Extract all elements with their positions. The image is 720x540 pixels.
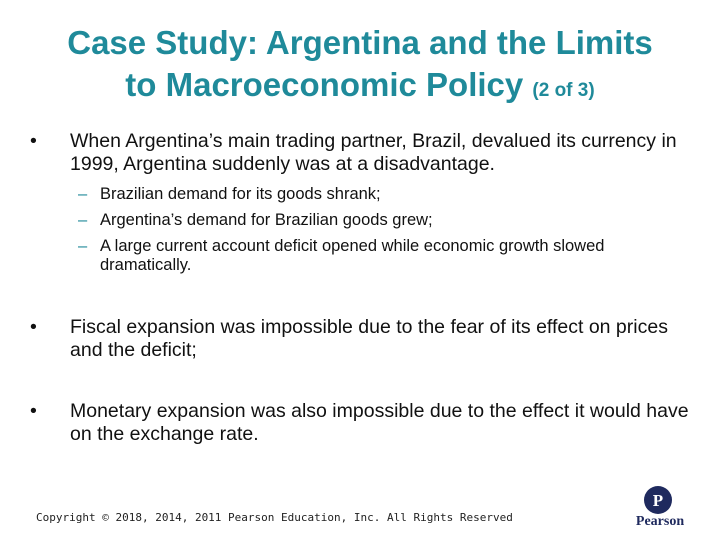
pearson-logo-text: Pearson — [635, 514, 685, 529]
bullet-marker: • — [30, 130, 37, 152]
sub-bullet-marker: – — [78, 237, 88, 255]
copyright-footer: Copyright © 2018, 2014, 2011 Pearson Education, Inc. All Rights Reserved — [36, 511, 513, 524]
title-part-indicator: (2 of 3) — [532, 80, 595, 101]
title-main: to Macroeconomic Policy — [125, 66, 524, 103]
sub-bullet-text: Argentina’s demand for Brazilian goods grew; — [100, 211, 433, 229]
bullet-marker: • — [30, 316, 37, 338]
bullet-argentina-brazil — [30, 130, 690, 176]
pearson-logo-icon — [644, 486, 672, 514]
bullet-text: Monetary expansion was also impossible due to the effect it would have on the exchange rate. — [70, 400, 689, 445]
sub-bullet-demand-shrank — [78, 185, 698, 204]
bullet-fiscal-expansion — [30, 316, 690, 362]
sub-bullet-marker: – — [78, 211, 88, 229]
pearson-logo-letter: P — [652, 491, 664, 510]
bullet-marker: • — [30, 400, 37, 422]
sub-bullet-deficit — [78, 237, 698, 275]
sub-bullet-text: Brazilian demand for its goods shrank; — [100, 185, 381, 203]
bullet-monetary-expansion — [30, 400, 690, 446]
bullet-text: When Argentina’s main trading partner, Brazil, devalued its currency in 1999, Argentina suddenly was at a disadvantage. — [70, 130, 677, 175]
sub-bullet-marker: – — [78, 185, 88, 203]
title-line-2 — [20, 64, 700, 112]
sub-bullet-text: A large current account deficit opened while economic growth slowed dramatically. — [100, 237, 605, 274]
bullet-text: Fiscal expansion was impossible due to the fear of its effect on prices and the deficit; — [70, 316, 668, 361]
slide-title — [20, 22, 700, 112]
sub-bullet-demand-grew — [78, 211, 698, 230]
title-line-1: Case Study: Argentina and the Limits — [67, 24, 653, 61]
